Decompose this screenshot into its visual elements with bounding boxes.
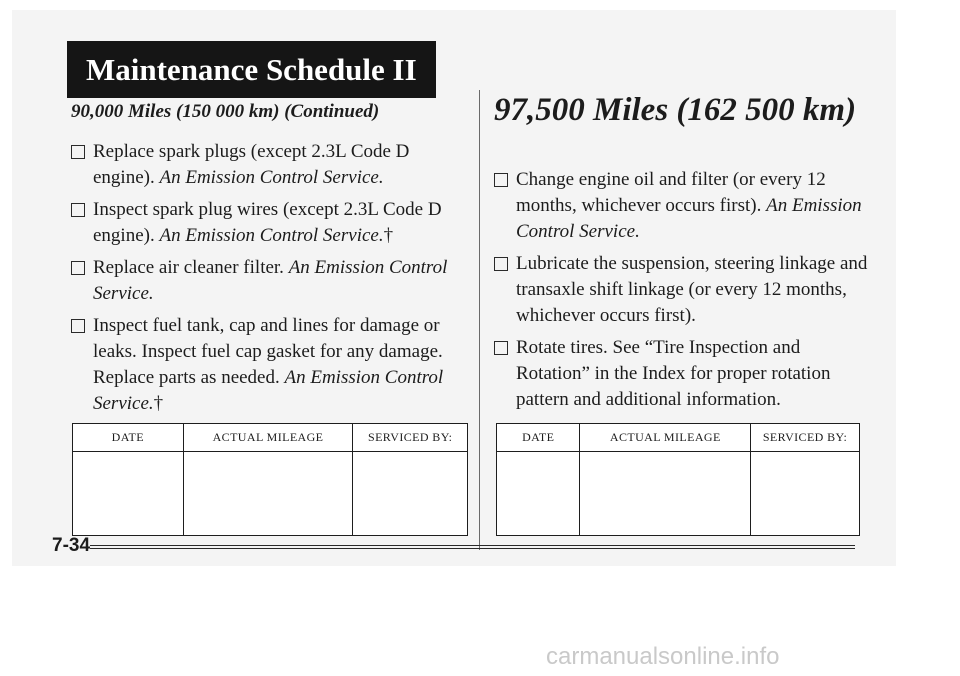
service-note: An Emission Control Service. xyxy=(159,225,384,246)
task-item xyxy=(71,313,471,417)
page-number: 7-34 xyxy=(52,535,91,556)
dagger-mark: † xyxy=(153,393,164,414)
left-mileage-heading: 90,000 Miles (150 000 km) (Continued) xyxy=(71,101,380,122)
task-text: Inspect fuel tank, cap and lines for damage or leaks. Inspect fuel cap gasket for any damage. Replace parts as needed. xyxy=(93,315,443,388)
checkbox-icon xyxy=(71,319,85,333)
table-row xyxy=(73,452,468,536)
checkbox-icon xyxy=(71,145,85,159)
checkbox-icon xyxy=(71,261,85,275)
dagger-mark: † xyxy=(383,225,394,246)
task-text: Replace spark plugs (except 2.3L Code D engine). xyxy=(93,141,410,188)
task-text: Inspect spark plug wires (except 2.3L Code D engine). xyxy=(93,199,442,246)
mileage-cell[interactable] xyxy=(183,452,353,536)
table-header-row xyxy=(497,424,860,452)
serviced-by-column-header: SERVICED BY: xyxy=(751,424,860,452)
service-note: An Emission Control Service. xyxy=(93,257,448,304)
checkbox-icon xyxy=(494,341,508,355)
date-column-header: DATE xyxy=(73,424,184,452)
task-item xyxy=(494,335,874,413)
task-item xyxy=(494,251,874,329)
right-mileage-heading: 97,500 Miles (162 500 km) xyxy=(494,92,857,128)
footer-rule xyxy=(90,545,855,549)
task-text: Change engine oil and filter (or every 12 months, whichever occurs first). xyxy=(516,169,826,216)
task-item xyxy=(71,197,471,249)
serviced-by-column-header: SERVICED BY: xyxy=(353,424,468,452)
checkbox-icon xyxy=(494,257,508,271)
mileage-column-header: ACTUAL MILEAGE xyxy=(183,424,353,452)
service-note: An Emission Control Service. xyxy=(93,367,444,414)
left-task-list xyxy=(71,139,471,423)
left-service-log-table xyxy=(72,423,468,536)
right-task-list xyxy=(494,167,874,419)
mileage-column-header: ACTUAL MILEAGE xyxy=(580,424,751,452)
serviced-by-cell[interactable] xyxy=(751,452,860,536)
task-item xyxy=(71,255,471,307)
site-watermark: carmanualsonline.info xyxy=(546,643,780,670)
task-item xyxy=(71,139,471,191)
service-note: An Emission Control Service. xyxy=(516,195,862,242)
checkbox-icon xyxy=(494,173,508,187)
task-text: Rotate tires. See “Tire Inspection and Rotation” in the Index for proper rotation pattern and additional information. xyxy=(516,337,831,410)
table-row xyxy=(497,452,860,536)
date-column-header: DATE xyxy=(497,424,580,452)
mileage-cell[interactable] xyxy=(580,452,751,536)
manual-page xyxy=(12,10,896,566)
task-text: Lubricate the suspension, steering linkage and transaxle shift linkage (or every 12 months, whichever occurs first). xyxy=(516,253,868,326)
right-service-log-table xyxy=(496,423,860,536)
task-item xyxy=(494,167,874,245)
checkbox-icon xyxy=(71,203,85,217)
table-header-row xyxy=(73,424,468,452)
section-title-banner: Maintenance Schedule II xyxy=(67,41,436,98)
service-note: An Emission Control Service. xyxy=(159,167,384,188)
serviced-by-cell[interactable] xyxy=(353,452,468,536)
task-text: Replace air cleaner filter. xyxy=(93,257,289,278)
column-divider xyxy=(479,90,480,550)
date-cell[interactable] xyxy=(73,452,184,536)
date-cell[interactable] xyxy=(497,452,580,536)
